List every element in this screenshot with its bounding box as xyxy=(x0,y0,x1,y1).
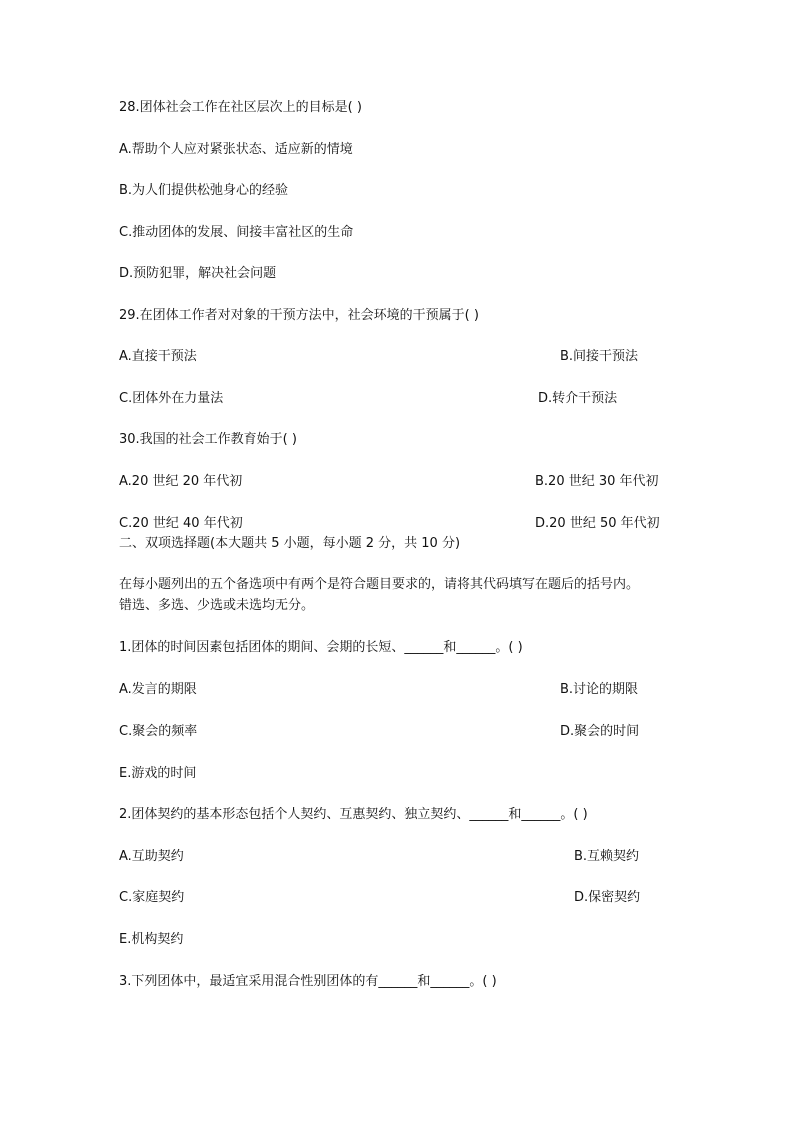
dq1-stem: 1.团体的时间因素包括团体的期间、会期的长短、______和______。( ) xyxy=(119,640,523,655)
q28-option-a: A.帮助个人应对紧张状态、适应新的情境 xyxy=(119,142,353,157)
q30-option-d: D.20 世纪 50 年代初 xyxy=(535,516,660,531)
q30-option-a: A.20 世纪 20 年代初 xyxy=(119,474,243,489)
dq3-stem: 3.下列团体中，最适宜采用混合性别团体的有______和______。( ) xyxy=(119,974,497,989)
q28-option-d: D.预防犯罪，解决社会问题 xyxy=(119,266,277,281)
dq2-option-b: B.互赖契约 xyxy=(574,849,640,864)
dq1-option-a: A.发言的期限 xyxy=(119,682,197,697)
q29-option-b: B.间接干预法 xyxy=(560,349,639,364)
q29-option-a: A.直接干预法 xyxy=(119,349,197,364)
dq1-option-b: B.讨论的期限 xyxy=(560,682,639,697)
q28-option-b: B.为人们提供松弛身心的经验 xyxy=(119,183,289,198)
section-instruction-line-1: 在每小题列出的五个备选项中有两个是符合题目要求的，请将其代码填写在题后的括号内。 xyxy=(119,577,640,592)
section-heading: 二、双项选择题(本大题共 5 小题，每小题 2 分，共 10 分) xyxy=(119,536,461,551)
q30-option-c: C.20 世纪 40 年代初 xyxy=(119,516,243,531)
dq1-option-e: E.游戏的时间 xyxy=(119,766,197,781)
q30-option-b: B.20 世纪 30 年代初 xyxy=(535,474,659,489)
q29-stem: 29.在团体工作者对对象的干预方法中，社会环境的干预属于( ) xyxy=(119,308,479,323)
q29-option-d: D.转介干预法 xyxy=(538,391,618,406)
q29-option-c: C.团体外在力量法 xyxy=(119,391,224,406)
dq2-option-d: D.保密契约 xyxy=(574,890,641,905)
dq2-option-a: A.互助契约 xyxy=(119,849,184,864)
dq1-option-d: D.聚会的时间 xyxy=(560,724,640,739)
dq2-option-e: E.机构契约 xyxy=(119,932,184,947)
q28-stem: 28.团体社会工作在社区层次上的目标是( ) xyxy=(119,100,362,115)
q30-stem: 30.我国的社会工作教育始于( ) xyxy=(119,432,297,447)
dq2-stem: 2.团体契约的基本形态包括个人契约、互惠契约、独立契约、______和______。( ) xyxy=(119,807,588,822)
dq1-option-c: C.聚会的频率 xyxy=(119,724,198,739)
q28-option-c: C.推动团体的发展、间接丰富社区的生命 xyxy=(119,225,354,240)
section-instruction-line-2: 错选、多选、少选或未选均无分。 xyxy=(119,598,315,613)
dq2-option-c: C.家庭契约 xyxy=(119,890,185,905)
